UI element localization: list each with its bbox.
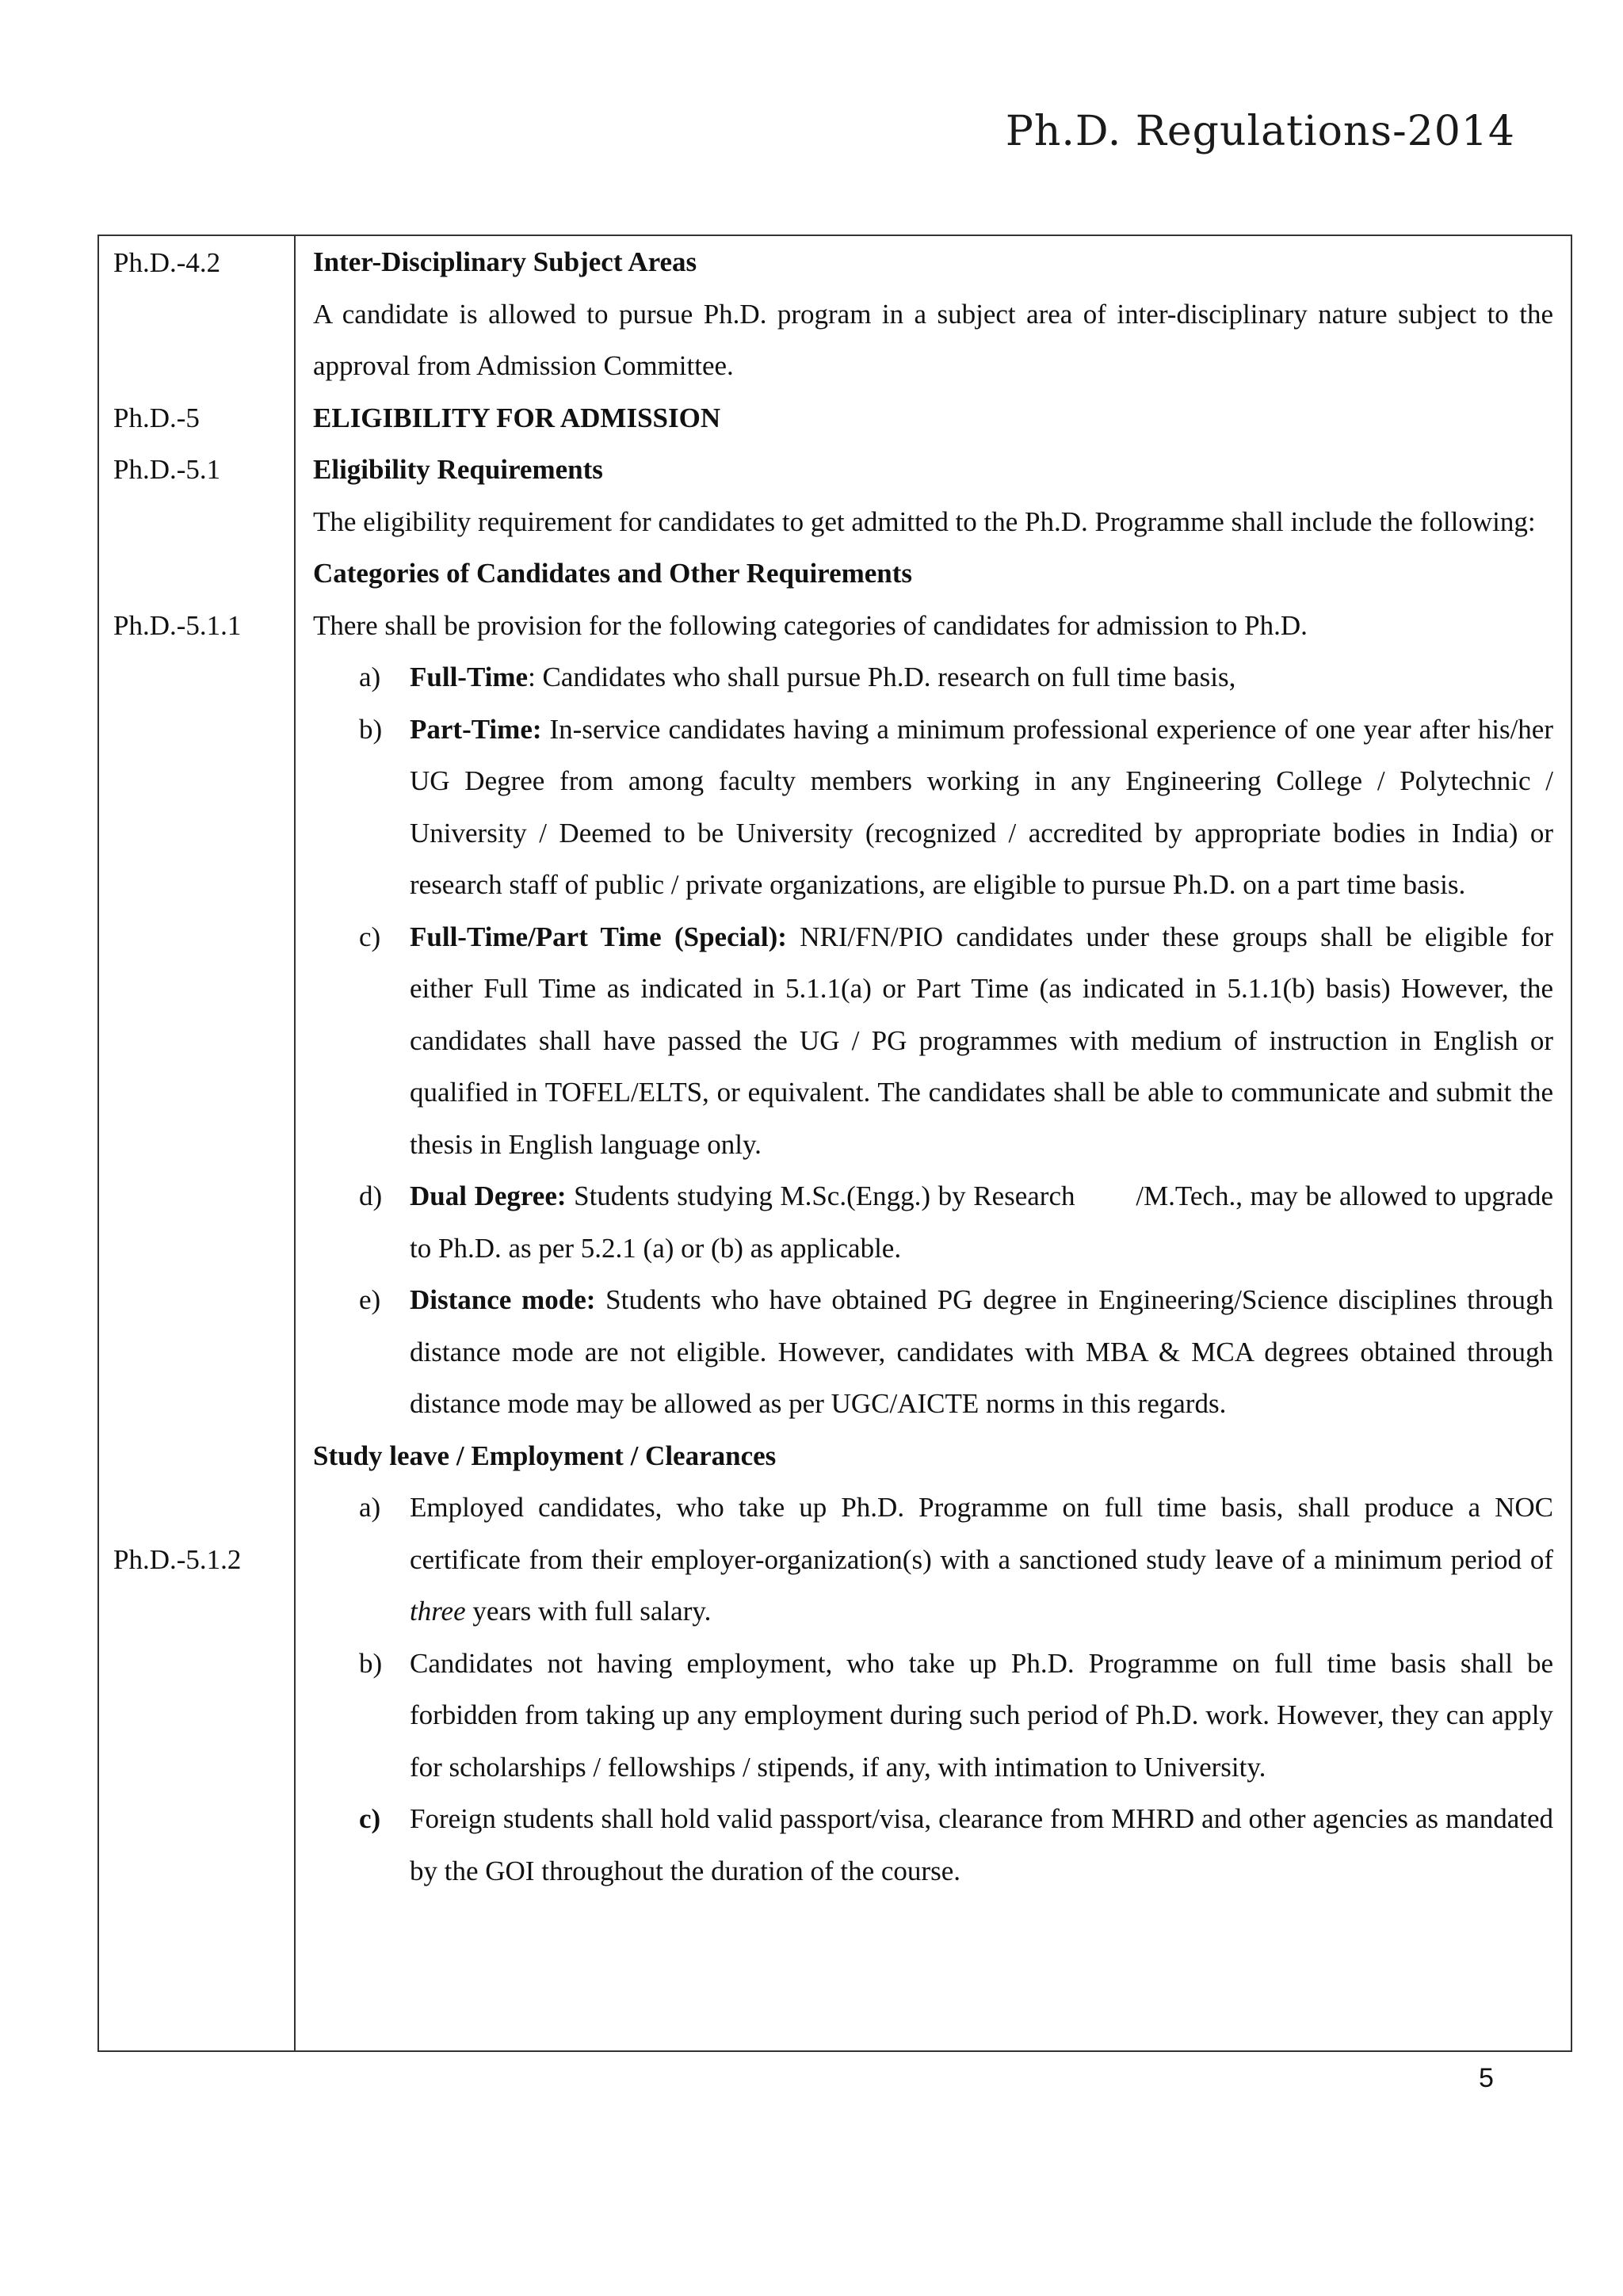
section-4-2 — [313, 236, 1553, 392]
list-item — [313, 1793, 1553, 1897]
list-marker: c) — [359, 921, 381, 952]
list-item-text: Employed candidates, who take up Ph.D. Programme on full time basis, shall produce a NOC certificate from their employer-organization(s) with a sanctioned study leave of a minimum period of — [410, 1492, 1553, 1575]
list-marker: c) — [359, 1803, 381, 1834]
list-marker: b) — [359, 1647, 383, 1679]
list-item — [313, 1274, 1553, 1430]
list-item — [313, 1482, 1553, 1638]
section-number-5: Ph.D.-5 — [113, 402, 200, 433]
list-item-text: In-service candidates having a minimum professional experience of one year after his/her UG Degree from among faculty members working in any Engineering College / Polytechnic / University / Deemed to be University (recognized / accredited by appropriate bodies in India) or research staff of public / private organizations, are eligible to pursue Ph.D. on a part time basis. — [410, 713, 1553, 900]
list-item-text: Candidates not having employment, who take up Ph.D. Programme on full time basis shall be forbidden from taking up any employment during such period of Ph.D. work. However, they can apply for scholarships / fellowships / stipends, if any, with intimation to University. — [410, 1647, 1553, 1783]
list-marker: b) — [359, 713, 383, 745]
candidate-categories-list — [313, 651, 1560, 1430]
section-paragraph: A candidate is allowed to pursue Ph.D. program in a subject area of inter-disciplinary nature subject to the approval from Admission Committee. — [313, 298, 1553, 381]
document-header-title: Ph.D. Regulations-2014 — [1005, 108, 1515, 155]
list-item-text: Students studying M.Sc.(Engg.) by Research /M.Tech., may be allowed to upgrade to Ph.D. as per 5.2.1 (a) or (b) as applicable. — [410, 1180, 1560, 1264]
section-heading: Study leave / Employment / Clearances — [313, 1440, 777, 1471]
list-item — [313, 1638, 1553, 1794]
list-item-term: Part-Time: — [410, 713, 542, 745]
list-marker: e) — [359, 1284, 381, 1315]
section-5-1-2 — [313, 1430, 1553, 1897]
list-item — [313, 704, 1553, 911]
section-number-5-1: Ph.D.-5.1 — [113, 454, 221, 485]
list-item — [313, 651, 1553, 704]
column-divider — [294, 236, 296, 2050]
list-marker: d) — [359, 1180, 383, 1211]
section-5 — [313, 392, 1553, 444]
list-item-text: Foreign students shall hold valid passport/visa, clearance from MHRD and other agencies as mandated by the GOI throughout the duration of the course. — [410, 1803, 1553, 1886]
list-marker: a) — [359, 662, 381, 692]
section-number-5-1-2: Ph.D.-5.1.2 — [113, 1544, 242, 1575]
list-item-text: : Candidates who shall pursue Ph.D. research on full time basis, — [528, 662, 1236, 692]
list-item — [313, 911, 1553, 1171]
list-item-text: NRI/FN/PIO candidates under these groups shall be eligible for either Full Time as indicated in 5.1.1(a) or Part Time (as indicated in 5.1.1(b) basis) However, the candidates shall have passed the UG / PG programmes with medium of instruction in English or qualified in TOFEL/ELTS, or equivalent. The candidates shall be able to communicate and submit the thesis in English language only. — [410, 921, 1553, 1160]
list-item-term: Full-Time/Part Time (Special): — [410, 921, 787, 952]
section-heading: ELIGIBILITY FOR ADMISSION — [313, 402, 721, 433]
list-item-term: Dual Degree: — [410, 1180, 567, 1211]
section-heading: Inter-Disciplinary Subject Areas — [313, 246, 697, 277]
regulations-table — [97, 235, 1572, 2052]
list-item — [313, 1170, 1560, 1274]
section-paragraph: The eligibility requirement for candidates to get admitted to the Ph.D. Programme shall include the following: — [313, 505, 1536, 537]
study-leave-list — [313, 1482, 1553, 1897]
section-number-4-2: Ph.D.-4.2 — [113, 247, 221, 278]
section-paragraph: There shall be provision for the following categories of candidates for admission to Ph.D. — [313, 609, 1308, 641]
section-content-column — [313, 236, 1560, 1897]
section-heading: Eligibility Requirements — [313, 454, 603, 485]
section-5-1-1 — [313, 547, 1560, 1430]
section-heading: Categories of Candidates and Other Requirements — [313, 558, 913, 589]
section-5-1 — [313, 444, 1553, 547]
list-item-term: Full-Time — [410, 662, 529, 692]
section-number-5-1-1: Ph.D.-5.1.1 — [113, 610, 242, 641]
list-item-text: Students who have obtained PG degree in Engineering/Science disciplines through distance mode are not eligible. However, candidates with MBA & MCA degrees obtained through distance mode may be allowed as per UGC/AICTE norms in this regards. — [410, 1284, 1553, 1419]
list-item-term: Distance mode: — [410, 1284, 596, 1315]
list-item-text: years with full salary. — [465, 1596, 712, 1627]
page-number: 5 — [1479, 2063, 1494, 2093]
list-item-emphasis: three — [410, 1596, 466, 1627]
list-marker: a) — [359, 1492, 381, 1523]
